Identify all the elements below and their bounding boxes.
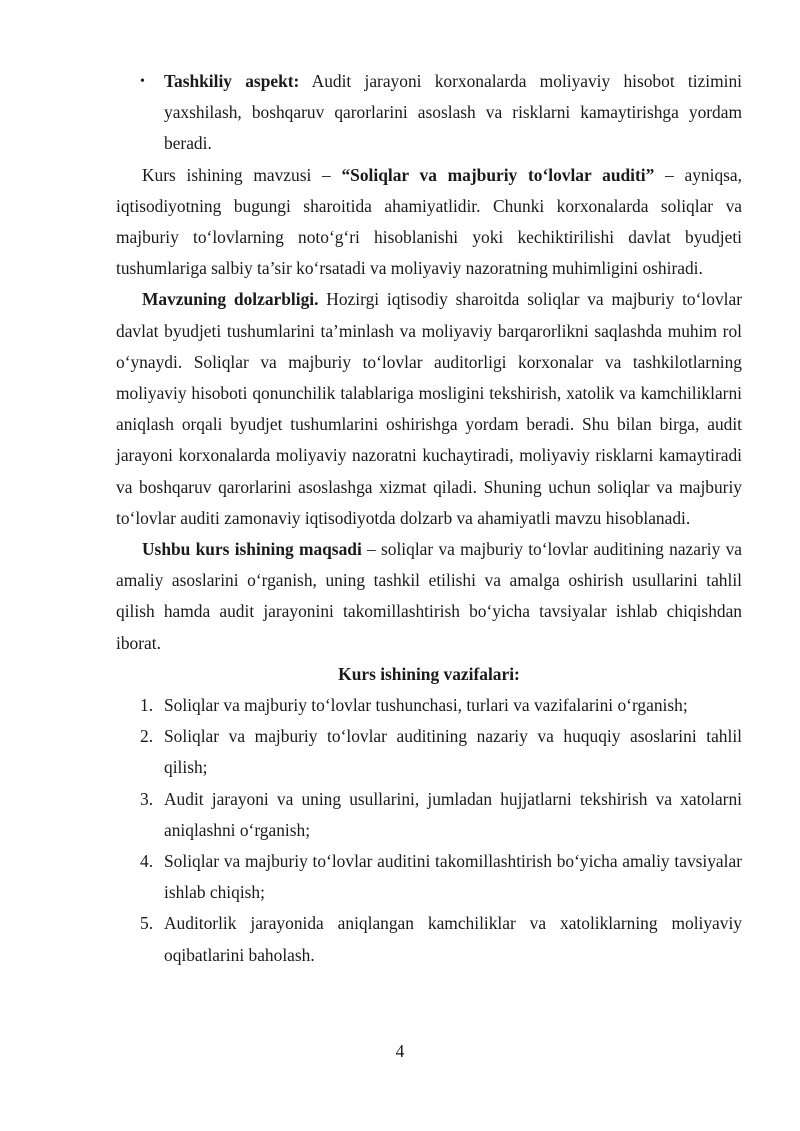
list-item [116,721,742,783]
topic-rest: – ayniqsa, iqtisodiyotning bugungi sharoitida ahamiyatlidir. Chunki korxonalarda soliqlar va majburiy to‘lovlarning noto‘g‘ri hisoblanishi yoki kechiktirilishi davlat byudjeti tushumlariga salbiy ta’sir ko‘rsatadi va moliyaviy nazoratning muhimligini oshiradi. [116,164,742,279]
topic-title: “Soliqlar va majburiy to‘lovlar auditi” [341,164,655,185]
bullet-paragraph [116,66,742,160]
purpose-term: Ushbu kurs ishining maqsadi [142,539,362,560]
bullet-marker: • [140,74,145,89]
document-page [116,66,742,971]
list-item [116,908,742,970]
list-item-text: Auditorlik jarayonida aniqlangan kamchiliklar va xatoliklarning moliyaviy oqibatlarini baholash. [164,913,742,965]
list-item-text: Soliqlar va majburiy to‘lovlar tushunchasi, turlari va vazifalarini o‘rganish; [164,695,688,716]
list-item [116,690,742,721]
bullet-text: Audit jarayoni korxonalarda moliyaviy hisobot tizimini yaxshilash, boshqaruv qarorlarini asoslash va risklarni kamaytirishga yordam beradi. [164,71,742,154]
list-item-number: 2. [140,726,154,747]
list-item-number: 4. [140,851,154,872]
topic-lead: Kurs ishining mavzusi – [142,164,342,185]
relevance-paragraph [116,284,742,534]
list-item-number: 3. [140,788,154,809]
list-item [116,846,742,908]
page-number: 4 [395,1041,405,1061]
bullet-term: Tashkiliy aspekt: [164,71,300,91]
relevance-text: Hozirgi iqtisodiy sharoitda soliqlar va majburiy to‘lovlar davlat byudjeti tushumlarini ta’minlash va moliyaviy barqarorlikni saqlashda muhim rol o‘ynaydi. Soliqlar va majburiy to‘lovlar auditorligi korxonalar va tashkilotlarning moliyaviy hisoboti qonunchilik talablariga mosligini tekshirish, xatolik va kamchiliklarni aniqlash orqali byudjet tushumlarini oshirishga yordam beradi. Shu bilan birga, audit jarayoni korxonalarda moliyaviy nazoratni kuchaytiradi, moliyaviy risklarni kamaytiradi va boshqaruv qarorlarini asoslashga xizmat qiladi. Shuning uchun soliqlar va majburiy to‘lovlar auditi zamonaviy iqtisodiyotda dolzarb va ahamiyatli mavzu hisoblanadi. [116,289,742,528]
topic-paragraph [116,160,742,285]
list-item-number: 1. [140,695,154,716]
list-item-number: 5. [140,913,154,934]
tasks-list [116,690,742,971]
list-item-text: Soliqlar va majburiy to‘lovlar auditini takomillashtirish bo‘yicha amaliy tavsiyalar ishlab chiqish; [164,851,742,903]
list-item [116,784,742,846]
purpose-text: – soliqlar va majburiy to‘lovlar auditining nazariy va amaliy asoslarini o‘rganish, uning tashkil etilishi va amalga oshirish usullarini tahlil qilish hamda audit jarayonini takomillashtirish bo‘yicha tavsiyalar ishlab chiqishdan iborat. [116,539,742,653]
relevance-term: Mavzuning dolzarbligi. [142,289,319,310]
list-item-text: Audit jarayoni va uning usullarini, jumladan hujjatlarni tekshirish va xatolarni aniqlashni o‘rganish; [164,788,742,840]
tasks-heading: Kurs ishining vazifalari: [338,663,520,684]
purpose-paragraph [116,534,742,659]
list-item-text: Soliqlar va majburiy to‘lovlar auditining nazariy va huquqiy asoslarini tahlil qilish; [164,726,742,778]
